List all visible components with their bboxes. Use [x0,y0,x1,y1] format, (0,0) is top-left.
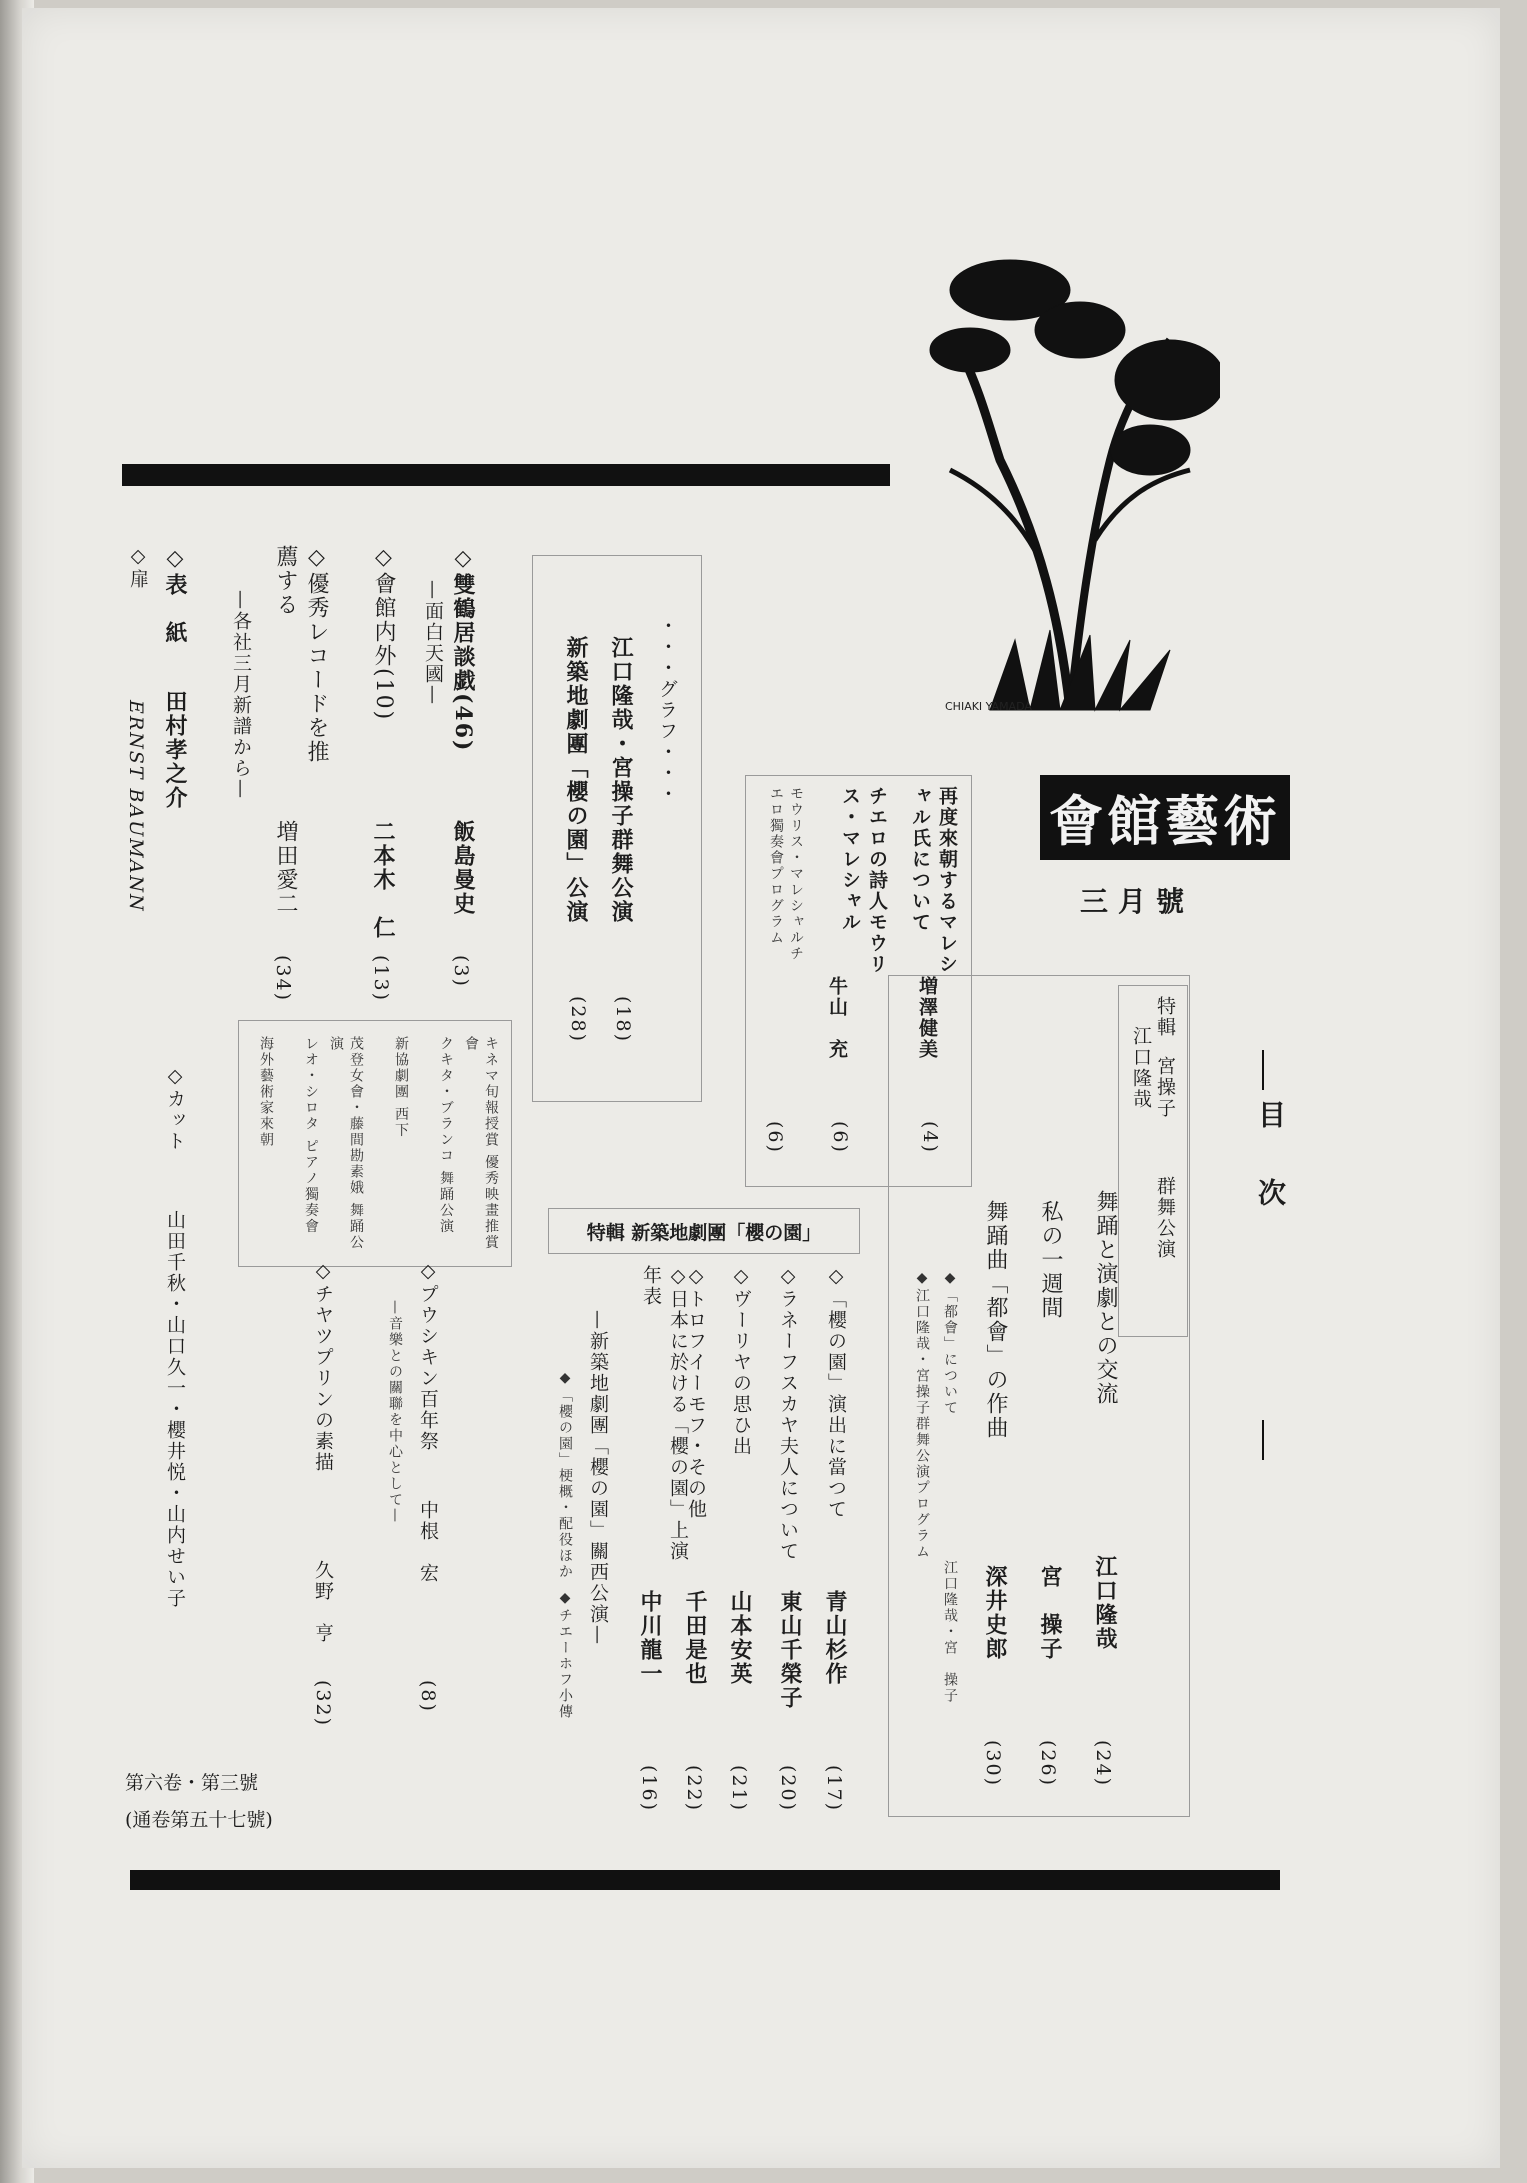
left-item-sub: —面白天國— [422,580,444,706]
issue-label: 三月號 [1080,885,1195,918]
sakura-item-page: (20) [777,1765,799,1813]
feature-line3: 群舞公演 [1154,1176,1176,1260]
feature-item-title: 舞踊と演劇との交流 [1093,1190,1118,1406]
sakura-item-page: (21) [728,1765,750,1813]
news-item: キネマ旬報授賞 優秀映畫推賞會 [463,1036,499,1251]
left-item-author: 二本木 仁 [370,820,396,940]
sakura-item-page: (17) [823,1765,845,1813]
volume-line1: 第六卷・第三號 [125,1772,259,1794]
lower-item-author: 中根 宏 [417,1500,439,1584]
left-item-page: (34) [272,955,294,1003]
feature-note: ◆「都會」について [942,1270,958,1416]
cover-name: 田村孝之介 [162,690,188,810]
news-item: 海外藝術家來朝 [258,1036,274,1148]
mareshal-box [745,775,972,1187]
left-item-author: 増田愛二 [273,820,298,916]
fly-name: ERNST BAUMANN [125,700,147,913]
left-item-title: ◇雙鶴居談戯(46) [450,545,476,753]
feature-item-title: 舞踊曲「都會」の作曲 [983,1200,1008,1440]
mareshal-item-title: チエロの詩人モウリス・マレシャル [839,786,888,975]
mareshal-item-page: (6) [829,1121,851,1154]
toc-heading: 目次 [1254,1100,1287,1256]
cover-label: ◇表 紙 [162,545,188,645]
lower-item-sub: —音樂との關聯を中心として— [387,1300,403,1524]
grapha-heading: ・・・グラフ・・・ [656,616,678,805]
mareshal-item-title: モウリス・マレシャルチエロ獨奏會プログラム [768,786,804,962]
left-item-sub: —各社三月新譜から— [230,590,252,800]
toc-rule-top [1262,1050,1264,1090]
news-item: クキタ・ブランコ 舞踊公演 [438,1036,454,1235]
sakura-subtitle: —新築地劇團「櫻の園」關西公演— [587,1310,609,1646]
mareshal-item-page: (4) [919,1121,941,1154]
feature-heading-box [1118,985,1188,1337]
left-item-page: (3) [450,955,472,988]
sakura-item-title: ◇トロフイーモフ・その他 [685,1265,707,1520]
feature-line1: 江口隆哉 [1130,1026,1152,1110]
feature-item-author: 深井史郎 [982,1565,1008,1661]
grapha-item-page: (18) [612,996,634,1044]
sakura-item-author: 千田是也 [682,1590,708,1686]
sakura-item-title: ◇ラネーフスカヤ夫人について [777,1265,799,1562]
sakura-item-author: 東山千榮子 [777,1590,803,1710]
feature-item-author: 宮 操子 [1037,1565,1063,1661]
news-item: 新協劇團 西下 [393,1036,409,1139]
lower-item-title: ◇プウシキン百年祭 [417,1260,439,1452]
grapha-item-title: 新築地劇團「櫻の園」公演 [563,636,588,924]
feature-item-author: 江口隆哉 [1092,1555,1118,1651]
mareshal-item-author: 牛山 充 [826,976,848,1060]
fly-label: ◇扉 [127,545,149,590]
grapha-item-page: (28) [567,996,589,1044]
bottom-rule [130,1870,1280,1890]
feature-item-page: (24) [1092,1740,1114,1788]
sakura-header: 特輯 新築地劇團「櫻の園」 [586,1221,822,1244]
mareshal-item-page: (6) [764,1121,786,1154]
left-item-title: ◇優秀レコードを推薦する [273,545,329,764]
feature-heading: 特輯 [1154,996,1176,1038]
top-rule [122,464,890,486]
cut-names: 山田千秋・山口久一・櫻井悦・山内せい子 [164,1210,186,1609]
feature-line2: 宮操子 [1154,1056,1176,1119]
sakura-item-page: (22) [683,1765,705,1813]
sakura-note: ◆チエーホフ小傳 [557,1590,573,1720]
lower-item-page: (32) [312,1680,334,1728]
feature-item-title: 私の一週間 [1038,1200,1063,1320]
news-box [238,1020,512,1267]
left-item-title: ◇會館内外(10) [371,545,396,722]
news-item: 茂登女會・藤間勘素娥 舞踊公演 [328,1036,364,1251]
sakura-header-box [548,1208,860,1254]
feature-item-page: (26) [1037,1740,1059,1788]
sakura-note: ◆「櫻の園」梗概・配役ほか [557,1370,573,1580]
grapha-box [532,555,702,1102]
mareshal-item-title: 再度來朝するマレシャル氏について [909,786,958,975]
lower-item-author: 久野 亨 [312,1560,334,1644]
cut-label: ◇カット [164,1065,186,1152]
toc-rule-bottom [1262,1420,1264,1460]
illustration-signature: CHIAKI YAMADA [945,700,1032,713]
grapha-item-title: 江口隆哉・宮操子群舞公演 [608,636,633,924]
sakura-item-title: ◇ヴーリヤの思ひ出 [730,1265,752,1457]
feature-note-author: 江口隆哉・宮 操子 [942,1560,958,1704]
magazine-title: 會館藝術 [1040,775,1290,860]
sakura-item-title: ◇「櫻の園」演出に當つて [825,1265,847,1520]
lower-item-page: (8) [417,1680,439,1713]
tree-illustration [920,240,1220,720]
feature-item-page: (30) [982,1740,1004,1788]
sakura-item-author: 青山杉作 [822,1590,848,1686]
news-item: レオ・シロタ ピアノ獨奏會 [303,1036,319,1235]
feature-note: ◆江口隆哉・宮操子群舞公演プログラム [914,1270,930,1560]
sakura-item-title: ◇日本に於ける「櫻の園」上演年表 [640,1265,689,1562]
sakura-item-author: 山本安英 [727,1590,753,1686]
left-item-author: 飯島曼史 [450,820,476,916]
left-item-page: (13) [370,955,392,1003]
volume-line2: (通卷第五十七號) [125,1809,273,1831]
sakura-item-page: (16) [638,1765,660,1813]
lower-item-title: ◇チヤツプリンの素描 [312,1260,334,1473]
mareshal-item-author: 増澤健美 [916,976,938,1060]
sakura-item-author: 中川龍一 [637,1590,663,1686]
